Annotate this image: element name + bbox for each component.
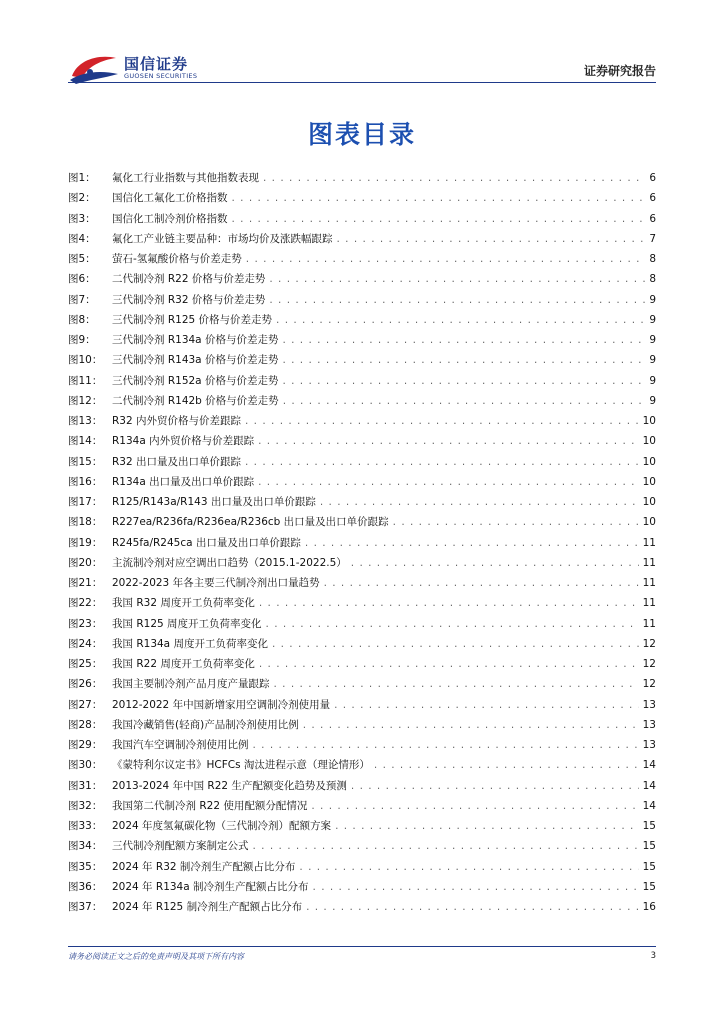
- toc-entry[interactable]: [68, 474, 656, 494]
- toc-entry-page: 11: [642, 536, 656, 549]
- toc-entry[interactable]: [68, 433, 656, 453]
- toc-leader-dots: [232, 213, 646, 225]
- report-type-label: 证券研究报告: [583, 64, 656, 78]
- toc-entry[interactable]: [68, 454, 656, 474]
- toc-entry[interactable]: [68, 312, 656, 332]
- toc-entry-number: 图24：: [68, 637, 103, 650]
- toc-entry-page: 11: [642, 556, 656, 569]
- toc-entry[interactable]: [68, 231, 656, 251]
- toc-entry-page: 11: [642, 577, 656, 589]
- toc-entry-number: 图9：: [68, 334, 96, 346]
- toc-entry-title: R125/R143a/R143 出口量及出口单价跟踪: [112, 496, 316, 508]
- toc-entry-number: 图8：: [68, 313, 96, 326]
- toc-entry-number: 图23：: [68, 617, 103, 630]
- toc-leader-dots: [335, 820, 639, 832]
- toc-entry-number: 图35：: [68, 860, 103, 873]
- toc-entry-page: 14: [642, 759, 656, 772]
- toc-entry-number: 图14：: [68, 435, 103, 448]
- toc-entry[interactable]: [68, 859, 656, 879]
- toc-leader-dots: [351, 780, 639, 792]
- toc-leader-dots: [299, 861, 638, 873]
- toc-entry-page: 14: [642, 799, 656, 812]
- toc-leader-dots: [276, 314, 645, 326]
- toc-entry[interactable]: [68, 211, 656, 231]
- toc-entry-page: 8: [649, 253, 656, 265]
- toc-leader-dots: [303, 719, 639, 731]
- toc-entry-title: 氟化工产业链主要品种：市场均价及涨跌幅跟踪: [112, 232, 333, 245]
- toc-entry[interactable]: [68, 757, 656, 777]
- toc-entry[interactable]: [68, 373, 656, 393]
- toc-entry[interactable]: [68, 717, 656, 737]
- toc-entry-title: 2013-2024 年中国 R22 生产配额变化趋势及预测: [112, 779, 347, 792]
- toc-entry-number: 图12：: [68, 394, 103, 407]
- toc-entry-title: 三代制冷剂 R152a 价格与价差走势: [112, 374, 279, 387]
- toc-entry[interactable]: [68, 656, 656, 676]
- toc-leader-dots: [269, 294, 645, 306]
- toc-entry-number: 图36：: [68, 880, 103, 893]
- toc-entry-page: 16: [642, 901, 656, 913]
- toc-entry-title: 我国主要制冷剂产品月度产量跟踪: [112, 678, 270, 691]
- toc-entry[interactable]: [68, 190, 656, 210]
- toc-entry[interactable]: [68, 899, 656, 919]
- toc-leader-dots: [393, 516, 639, 528]
- toc-leader-dots: [258, 435, 639, 447]
- toc-entry-title: 国信化工氟化工价格指数: [112, 192, 228, 205]
- toc-entry[interactable]: [68, 798, 656, 818]
- toc-entry-number: 图13：: [68, 415, 103, 427]
- toc-entry-title: R245fa/R245ca 出口量及出口单价跟踪: [112, 536, 301, 549]
- toc-entry-title: 萤石-氢氟酸价格与价差走势: [112, 253, 242, 265]
- toc-entry-number: 图31：: [68, 779, 103, 792]
- page-title: 图表目录: [307, 120, 416, 149]
- toc-entry[interactable]: [68, 575, 656, 595]
- toc-entry-title: 我国汽车空调制冷剂使用比例: [112, 739, 249, 751]
- toc-entry-number: 图16：: [68, 475, 103, 488]
- toc-entry-title: 2024 年度氢氟碳化物（三代制冷剂）配额方案: [112, 820, 332, 832]
- toc-leader-dots: [306, 901, 639, 913]
- toc-entry-title: 2012-2022 年中国新增家用空调制冷剂使用量: [112, 698, 331, 711]
- toc-entry-title: 主流制冷剂对应空调出口趋势（2015.1-2022.5）: [112, 556, 347, 569]
- toc-entry-title: R134a 出口量及出口单价跟踪: [112, 475, 255, 488]
- toc-entry-number: 图15：: [68, 455, 103, 468]
- toc-entry[interactable]: [68, 838, 656, 858]
- toc-entry-number: 图34：: [68, 840, 103, 853]
- toc-entry-page: 13: [642, 739, 656, 751]
- guosen-logo-icon: [68, 50, 120, 86]
- toc-entry-title: 三代制冷剂 R32 价格与价差走势: [112, 293, 266, 306]
- toc-entry-number: 图18：: [68, 516, 103, 529]
- toc-entry-title: 《蒙特利尔议定书》HCFCs 淘汰进程示意（理论情形）: [112, 759, 370, 772]
- guosen-logo: [68, 50, 238, 86]
- toc-entry[interactable]: [68, 292, 656, 312]
- toc-entry-page: 10: [642, 435, 656, 448]
- header-divider: [68, 82, 656, 83]
- toc-entry-title: 我国冷藏销售(轻商)产品制冷剂使用比例: [112, 718, 299, 731]
- toc-entry-title: 三代制冷剂配额方案制定公式: [112, 840, 249, 853]
- toc-entry[interactable]: [68, 778, 656, 798]
- toc-leader-dots: [374, 759, 639, 771]
- toc-entry-number: 图28：: [68, 718, 103, 731]
- toc-entry-title: 2024 年 R125 制冷剂生产配额占比分布: [112, 901, 303, 913]
- toc-entry-page: 10: [642, 415, 656, 427]
- toc-entry[interactable]: [68, 555, 656, 575]
- toc-entry-title: 我国 R32 周度开工负荷率变化: [112, 597, 255, 610]
- toc-entry-page: 13: [642, 698, 656, 711]
- toc-entry[interactable]: [68, 595, 656, 615]
- toc-entry[interactable]: [68, 616, 656, 636]
- toc-entry-title: R32 内外贸价格与价差跟踪: [112, 415, 241, 427]
- toc-leader-dots: [282, 354, 645, 366]
- toc-entry-page: 9: [649, 334, 656, 346]
- toc-entry[interactable]: [68, 170, 656, 190]
- toc-entry-title: 二代制冷剂 R22 价格与价差走势: [112, 273, 266, 286]
- toc-entry[interactable]: [68, 676, 656, 696]
- toc-leader-dots: [269, 273, 645, 285]
- toc-leader-dots: [311, 800, 638, 812]
- toc-entry-number: 图7：: [68, 293, 96, 306]
- toc-entry-number: 图27：: [68, 698, 103, 711]
- toc-entry-number: 图30：: [68, 759, 103, 772]
- toc-entry-page: 9: [649, 313, 656, 326]
- toc-entry[interactable]: [68, 514, 656, 534]
- footer-divider: [68, 946, 656, 947]
- toc-entry-page: 15: [642, 840, 656, 853]
- toc-entry-page: 14: [642, 779, 656, 792]
- toc-entry[interactable]: [68, 535, 656, 555]
- toc-leader-dots: [274, 678, 639, 690]
- toc-entry-number: 图32：: [68, 799, 103, 812]
- toc-entry-number: 图19：: [68, 536, 103, 549]
- toc-entry-title: 我国 R134a 周度开工负荷率变化: [112, 637, 268, 650]
- toc-entry-title: R134a 内外贸价格与价差跟踪: [112, 435, 255, 448]
- toc-entry-page: 13: [642, 718, 656, 731]
- toc-leader-dots: [337, 233, 646, 245]
- toc-entry[interactable]: [68, 737, 656, 757]
- toc-leader-dots: [258, 476, 639, 488]
- toc-entry-title: 我国 R125 周度开工负荷率变化: [112, 617, 262, 630]
- toc-entry-page: 10: [642, 475, 656, 488]
- toc-entry-page: 10: [642, 496, 656, 508]
- toc-entry-page: 6: [649, 172, 656, 184]
- toc-leader-dots: [313, 881, 639, 893]
- toc-entry-title: 二代制冷剂 R142b 价格与价差走势: [112, 394, 279, 407]
- toc-entry-page: 8: [649, 273, 656, 286]
- toc-entry-page: 9: [649, 394, 656, 407]
- toc-entry-number: 图6：: [68, 273, 96, 286]
- toc-entry-page: 12: [642, 637, 656, 650]
- toc-leader-dots: [245, 415, 639, 427]
- toc-entry-page: 15: [642, 820, 656, 832]
- toc-entry-page: 6: [649, 212, 656, 225]
- toc-entry-number: 图25：: [68, 658, 103, 670]
- toc-entry-title: 氟化工行业指数与其他指数表现: [112, 172, 259, 184]
- toc-entry-title: 2024 年 R32 制冷剂生产配额占比分布: [112, 860, 296, 873]
- toc-entry-page: 12: [642, 658, 656, 670]
- logo-cn-text: 国信证券: [124, 55, 189, 73]
- toc-entry-title: 三代制冷剂 R125 价格与价差走势: [112, 313, 273, 326]
- toc-leader-dots: [305, 537, 639, 549]
- page-number: 3: [650, 951, 656, 961]
- toc-entry-number: 图11：: [68, 374, 103, 387]
- toc-entry-number: 图21：: [68, 577, 103, 589]
- toc-entry-page: 6: [649, 192, 656, 205]
- toc-entry-title: 2022-2023 年各主要三代制冷剂出口量趋势: [112, 577, 320, 589]
- toc-entry-title: 我国第二代制冷剂 R22 使用配额分配情况: [112, 799, 308, 812]
- toc-leader-dots: [253, 739, 639, 751]
- page-header: [68, 50, 656, 86]
- toc-entry-number: 图26：: [68, 678, 103, 691]
- toc-entry-page: 7: [649, 232, 656, 245]
- toc-leader-dots: [320, 496, 639, 508]
- toc-leader-dots: [272, 638, 639, 650]
- toc-entry[interactable]: [68, 251, 656, 271]
- toc-entry-page: 12: [642, 678, 656, 691]
- toc-leader-dots: [259, 658, 639, 670]
- toc-leader-dots: [246, 253, 646, 265]
- toc-entry-page: 11: [642, 597, 656, 610]
- toc-entry-title: 三代制冷剂 R134a 价格与价差走势: [112, 334, 279, 346]
- toc-leader-dots: [282, 334, 645, 346]
- toc-entry[interactable]: [68, 879, 656, 899]
- toc-entry[interactable]: [68, 271, 656, 291]
- toc-entry-page: 10: [642, 455, 656, 468]
- toc-entry-number: 图5：: [68, 253, 96, 265]
- toc-entry-page: 9: [649, 374, 656, 387]
- toc-entry-number: 图3：: [68, 212, 96, 225]
- toc-entry-number: 图29：: [68, 739, 103, 751]
- toc-leader-dots: [253, 840, 639, 852]
- toc-entry-page: 11: [642, 617, 656, 630]
- disclaimer-note: 请务必阅读正文之后的免责声明及其项下所有内容: [68, 952, 244, 961]
- toc-leader-dots: [282, 375, 645, 387]
- toc-entry[interactable]: [68, 352, 656, 372]
- toc-leader-dots: [334, 699, 639, 711]
- toc-entry-page: 9: [649, 293, 656, 306]
- toc-entry[interactable]: [68, 332, 656, 352]
- toc-entry-number: 图33：: [68, 820, 103, 832]
- toc-entry-number: 图4：: [68, 232, 96, 245]
- toc-entry-page: 9: [649, 354, 656, 367]
- toc-entry[interactable]: [68, 393, 656, 413]
- toc-entry-page: 15: [642, 860, 656, 873]
- toc-entry-page: 10: [642, 516, 656, 529]
- toc-entry-number: 图20：: [68, 556, 103, 569]
- toc-entry-number: 图1：: [68, 172, 96, 184]
- toc-entry-number: 图37：: [68, 901, 103, 913]
- toc-entry-title: R227ea/R236fa/R236ea/R236cb 出口量及出口单价跟踪: [112, 516, 389, 529]
- toc-leader-dots: [283, 395, 646, 407]
- toc-entry-number: 图17：: [68, 496, 103, 508]
- logo-en-text: GUOSEN SECURITIES: [124, 72, 198, 80]
- toc-entry[interactable]: [68, 494, 656, 514]
- toc-leader-dots: [245, 456, 639, 468]
- toc-entry[interactable]: [68, 697, 656, 717]
- toc-leader-dots: [263, 172, 645, 184]
- toc-entry-title: 三代制冷剂 R143a 价格与价差走势: [112, 354, 279, 367]
- toc-entry-title: 我国 R22 周度开工负荷率变化: [112, 658, 255, 670]
- toc-leader-dots: [324, 577, 639, 589]
- toc-entry-page: 15: [642, 880, 656, 893]
- toc-leader-dots: [351, 557, 639, 569]
- toc-entry-title: R32 出口量及出口单价跟踪: [112, 455, 241, 468]
- toc-entry[interactable]: [68, 413, 656, 433]
- toc-entry-number: 图2：: [68, 192, 96, 205]
- toc-leader-dots: [266, 618, 639, 630]
- toc-entry-title: 国信化工制冷剂价格指数: [112, 212, 228, 225]
- toc-entry[interactable]: [68, 636, 656, 656]
- toc-leader-dots: [232, 192, 646, 204]
- figure-index-list: [68, 170, 656, 919]
- toc-leader-dots: [259, 597, 639, 609]
- toc-entry[interactable]: [68, 818, 656, 838]
- toc-entry-number: 图22：: [68, 597, 103, 610]
- toc-entry-title: 2024 年 R134a 制冷剂生产配额占比分布: [112, 880, 309, 893]
- toc-entry-number: 图10：: [68, 354, 103, 367]
